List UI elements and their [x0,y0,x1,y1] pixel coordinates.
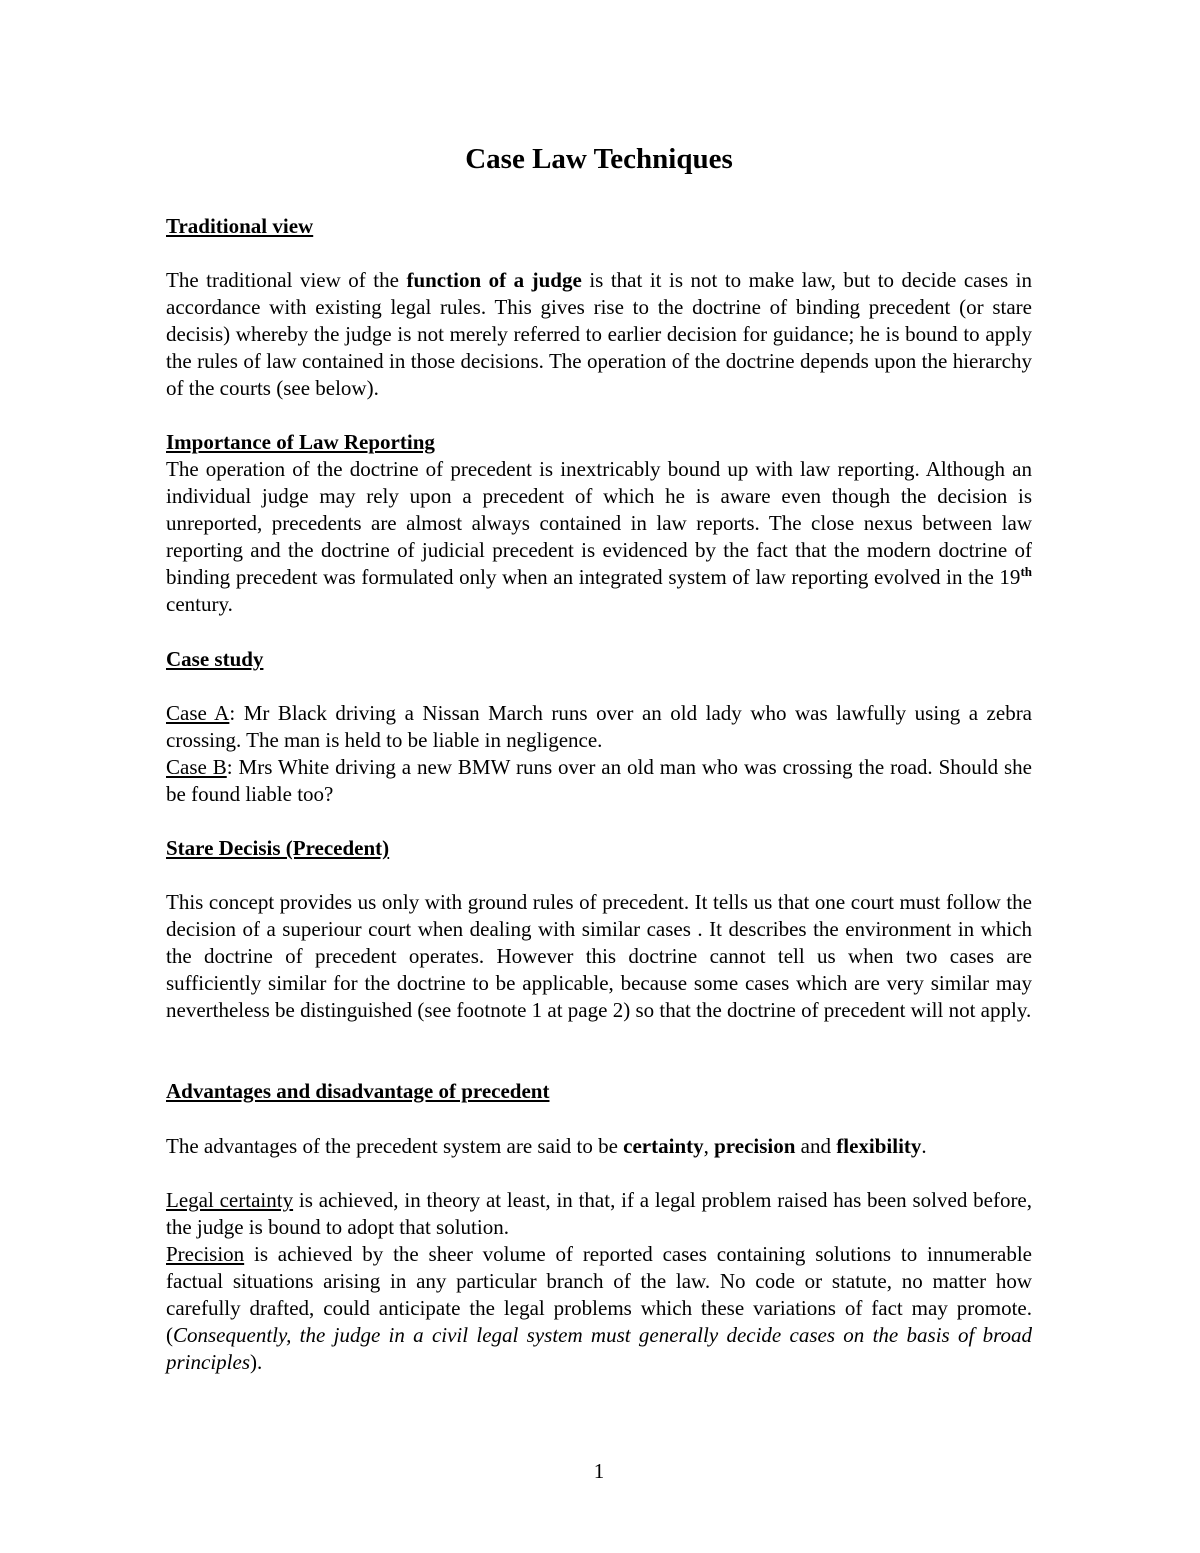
paragraph-law-reporting [166,456,1032,618]
text-run: , [703,1134,715,1158]
precision-label: Precision [166,1242,245,1266]
heading-advantages: Advantages and disadvantage of precedent [166,1079,550,1103]
text-run: The advantages of the precedent system are said to be [166,1134,624,1158]
case-a-label: Case A [166,701,230,725]
text-run: : Mrs White driving a new BMW runs over an old man who was crossing the road. Should she be found liable too? [166,755,1033,806]
text-run: is achieved by the sheer volume of reported cases containing solutions to innumerable factual situations arising in any particular branch of the law. No code or statute, no matter how carefully drafted, could anticipate the legal problems which these variations of fact may promote. ( [166,1242,1032,1347]
text-run: is achieved, in theory at least, in that, if a legal problem raised has been solved before, the judge is bound to adopt that solution. [166,1188,1033,1239]
heading-case-study: Case study [166,647,264,671]
italic-note: Consequently, the judge in a civil legal system must generally decide cases on the basis of broad principles [166,1323,1032,1374]
text-run: ). [250,1350,263,1374]
bold-term-flexibility: flexibility [836,1134,922,1158]
text-run: is that it is not to make law, but to decide cases in accordance with existing legal rules. This gives rise to the doctrine of binding precedent (or stare decisis) whereby the judge is not merely referred to earlier decision for guidance; he is bound to apply the rules of law contained in those decisions. The operation of the doctrine depends upon the hierarchy of the courts (see below). [166,268,1032,400]
bold-term-precision: precision [714,1134,796,1158]
case-b-label: Case B [166,755,227,779]
bold-term-function-of-judge: function of a judge [406,268,582,292]
text-run: century. [166,592,233,616]
text-run: The operation of the doctrine of precedent is inextricably bound up with law reporting. Although an individual judge may rely upon a precedent of which he is aware even though the decision is unreported, precedents are almost always contained in law reports. The close nexus between law reporting and the doctrine of judicial precedent is evidenced by the fact that the modern doctrine of binding precedent was formulated only when an integrated system of law reporting evolved in the 19 [166,457,1032,589]
paragraph-case-a [166,700,1032,754]
text-run: The traditional view of the [166,268,407,292]
heading-stare-decisis: Stare Decisis (Precedent) [166,836,390,860]
paragraph-precision [166,1241,1032,1376]
text-run: : Mr Black driving a Nissan March runs over an old lady who was lawfully using a zebra crossing. The man is held to be liable in negligence. [166,701,1033,752]
paragraph-traditional-view [166,267,1032,402]
text-run: . [921,1134,927,1158]
document-title: Case Law Techniques [465,143,733,175]
paragraph-stare-decisis: This concept provides us only with ground rules of precedent. It tells us that one court must follow the decision of a superiour court when dealing with similar cases . It describes the environment in which the doctrine of precedent operates. However this doctrine cannot tell us when two cases are sufficiently similar for the doctrine to be applicable, because some cases which are very similar may nevertheless be distinguished (see footnote 1 at page 2) so that the doctrine of precedent will not apply. [166,890,1032,1022]
paragraph-case-b [166,754,1032,808]
legal-certainty-label: Legal certainty [166,1188,294,1212]
page-number: 1 [593,1459,605,1483]
text-run: and [795,1134,837,1158]
heading-traditional-view: Traditional view [166,214,314,238]
superscript-th: th [1020,564,1032,579]
heading-law-reporting: Importance of Law Reporting [166,430,435,454]
paragraph-legal-certainty [166,1187,1032,1241]
bold-term-certainty: certainty [623,1134,704,1158]
paragraph-advantages-intro [166,1133,1032,1160]
